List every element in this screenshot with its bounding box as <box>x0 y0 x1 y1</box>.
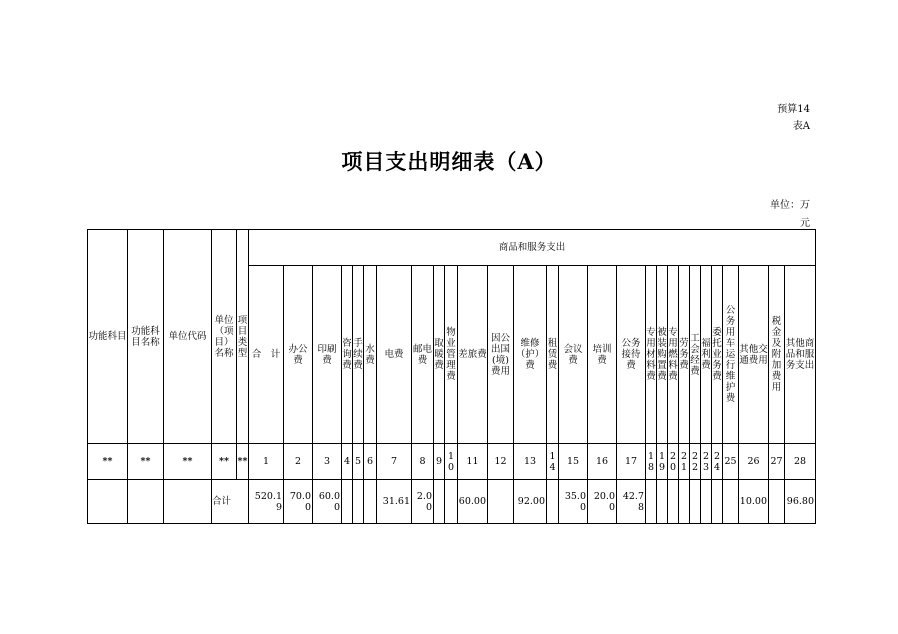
empty-cell <box>88 480 128 524</box>
sub-header-cell: 劳务费 <box>679 266 690 444</box>
form-code <box>777 101 810 135</box>
column-number-cell: 12 <box>488 444 514 480</box>
marker-cell: ** <box>237 444 249 480</box>
total-value-cell <box>701 480 712 524</box>
total-value-cell <box>646 480 657 524</box>
sub-header-cell: 培训费 <box>588 266 617 444</box>
sub-header-cell: 合 计 <box>249 266 284 444</box>
total-value-cell <box>723 480 739 524</box>
total-value-cell <box>445 480 458 524</box>
column-number-cell: 4 <box>342 444 353 480</box>
marker-cell: ** <box>88 444 128 480</box>
column-number-cell: 28 <box>785 444 816 480</box>
sub-header-cell: 办公费 <box>284 266 313 444</box>
form-code-line-1: 预算14 <box>777 104 810 115</box>
sub-header-cell: 印刷费 <box>313 266 342 444</box>
sub-header-cell: 委托业务费 <box>712 266 723 444</box>
column-number-cell: 3 <box>313 444 342 480</box>
sub-header-cell: 租赁费 <box>547 266 559 444</box>
column-number-cell: 18 <box>646 444 657 480</box>
sub-header-cell: 取暖费 <box>434 266 445 444</box>
total-value-cell <box>668 480 679 524</box>
total-row <box>88 480 816 524</box>
sub-header-cell: 手续费 <box>353 266 364 444</box>
form-code-line-2: 表A <box>792 121 810 132</box>
sub-header-cell: 专用燃料费 <box>668 266 679 444</box>
sub-header-cell: 税金及附加费用 <box>769 266 785 444</box>
column-number-cell: 11 <box>458 444 488 480</box>
sub-header-cell: 其他交通费用 <box>739 266 769 444</box>
column-number-cell: 26 <box>739 444 769 480</box>
column-number-cell: 13 <box>514 444 547 480</box>
column-number-cell: 20 <box>668 444 679 480</box>
total-value-cell: 92.00 <box>514 480 547 524</box>
sub-header-cell: 工会经费 <box>690 266 701 444</box>
sub-header-cell: 专用材料费 <box>646 266 657 444</box>
column-number-cell: 19 <box>657 444 668 480</box>
sub-header-cell: 维修（护）费 <box>514 266 547 444</box>
total-value-cell: 20.00 <box>588 480 617 524</box>
column-number-cell: 10 <box>445 444 458 480</box>
marker-cell: ** <box>128 444 164 480</box>
total-label: 合计 <box>212 480 249 524</box>
header-function-name: 功能科目名称 <box>128 230 164 444</box>
total-value-cell <box>488 480 514 524</box>
sub-header-cell: 其他商品和服务支出 <box>785 266 816 444</box>
total-value-cell: 70.00 <box>284 480 313 524</box>
total-value-cell: 60.00 <box>313 480 342 524</box>
column-number-cell: 8 <box>412 444 434 480</box>
total-value-cell: 60.00 <box>458 480 488 524</box>
sub-header-cell: 会议费 <box>559 266 588 444</box>
column-number-cell: 23 <box>701 444 712 480</box>
column-number-row <box>88 444 816 480</box>
column-number-cell: 21 <box>679 444 690 480</box>
header-function-code: 功能科目 <box>88 230 128 444</box>
sub-header-cell: 公务接待费 <box>617 266 646 444</box>
column-number-cell: 24 <box>712 444 723 480</box>
sub-header-cell: 邮电费 <box>412 266 434 444</box>
column-number-cell: 16 <box>588 444 617 480</box>
sub-header-cell: 差旅费 <box>458 266 488 444</box>
detail-table <box>87 229 816 524</box>
sub-header-cell: 电费 <box>377 266 412 444</box>
column-number-cell: 6 <box>364 444 377 480</box>
sub-header-cell: 被装购置费 <box>657 266 668 444</box>
unit-label <box>770 197 810 233</box>
total-value-cell <box>712 480 723 524</box>
marker-cell: ** <box>212 444 237 480</box>
header-goods-services: 商品和服务支出 <box>249 230 816 266</box>
total-value-cell <box>342 480 353 524</box>
marker-cell: ** <box>164 444 212 480</box>
header-unit-name: 单位（项目）名称 <box>212 230 237 444</box>
column-number-cell: 7 <box>377 444 412 480</box>
total-value-cell: 10.00 <box>739 480 769 524</box>
column-number-cell: 17 <box>617 444 646 480</box>
total-value-cell <box>434 480 445 524</box>
sub-header-cell: 物业管理费 <box>445 266 458 444</box>
sub-header-cell: 公务用车运行维护费 <box>723 266 739 444</box>
column-number-cell: 5 <box>353 444 364 480</box>
sub-header-cell: 福利费 <box>701 266 712 444</box>
column-number-cell: 25 <box>723 444 739 480</box>
total-value-cell <box>353 480 364 524</box>
unit-line-2: 元 <box>800 218 810 229</box>
total-value-cell: 35.00 <box>559 480 588 524</box>
sub-header-cell: 咨询费 <box>342 266 353 444</box>
total-value-cell: 520.19 <box>249 480 284 524</box>
total-value-cell <box>679 480 690 524</box>
total-value-cell <box>547 480 559 524</box>
page-title: 项目支出明细表（A） <box>341 149 557 174</box>
column-number-cell: 15 <box>559 444 588 480</box>
empty-cell <box>128 480 164 524</box>
column-number-cell: 2 <box>284 444 313 480</box>
unit-line-1: 单位：万 <box>770 200 810 211</box>
sub-header-cell: 水费 <box>364 266 377 444</box>
column-number-cell: 22 <box>690 444 701 480</box>
sub-header-cell: 因公出国(境)费用 <box>488 266 514 444</box>
header-project-type: 项目类型 <box>237 230 249 444</box>
total-value-cell <box>364 480 377 524</box>
column-number-cell: 1 <box>249 444 284 480</box>
column-number-cell: 9 <box>434 444 445 480</box>
column-number-cell: 14 <box>547 444 559 480</box>
total-value-cell: 2.00 <box>412 480 434 524</box>
total-value-cell <box>657 480 668 524</box>
total-value-cell <box>690 480 701 524</box>
total-value-cell: 96.80 <box>785 480 816 524</box>
column-number-cell: 27 <box>769 444 785 480</box>
total-value-cell: 31.61 <box>377 480 412 524</box>
total-value-cell: 42.78 <box>617 480 646 524</box>
total-value-cell <box>769 480 785 524</box>
empty-cell <box>164 480 212 524</box>
header-unit-code: 单位代码 <box>164 230 212 444</box>
